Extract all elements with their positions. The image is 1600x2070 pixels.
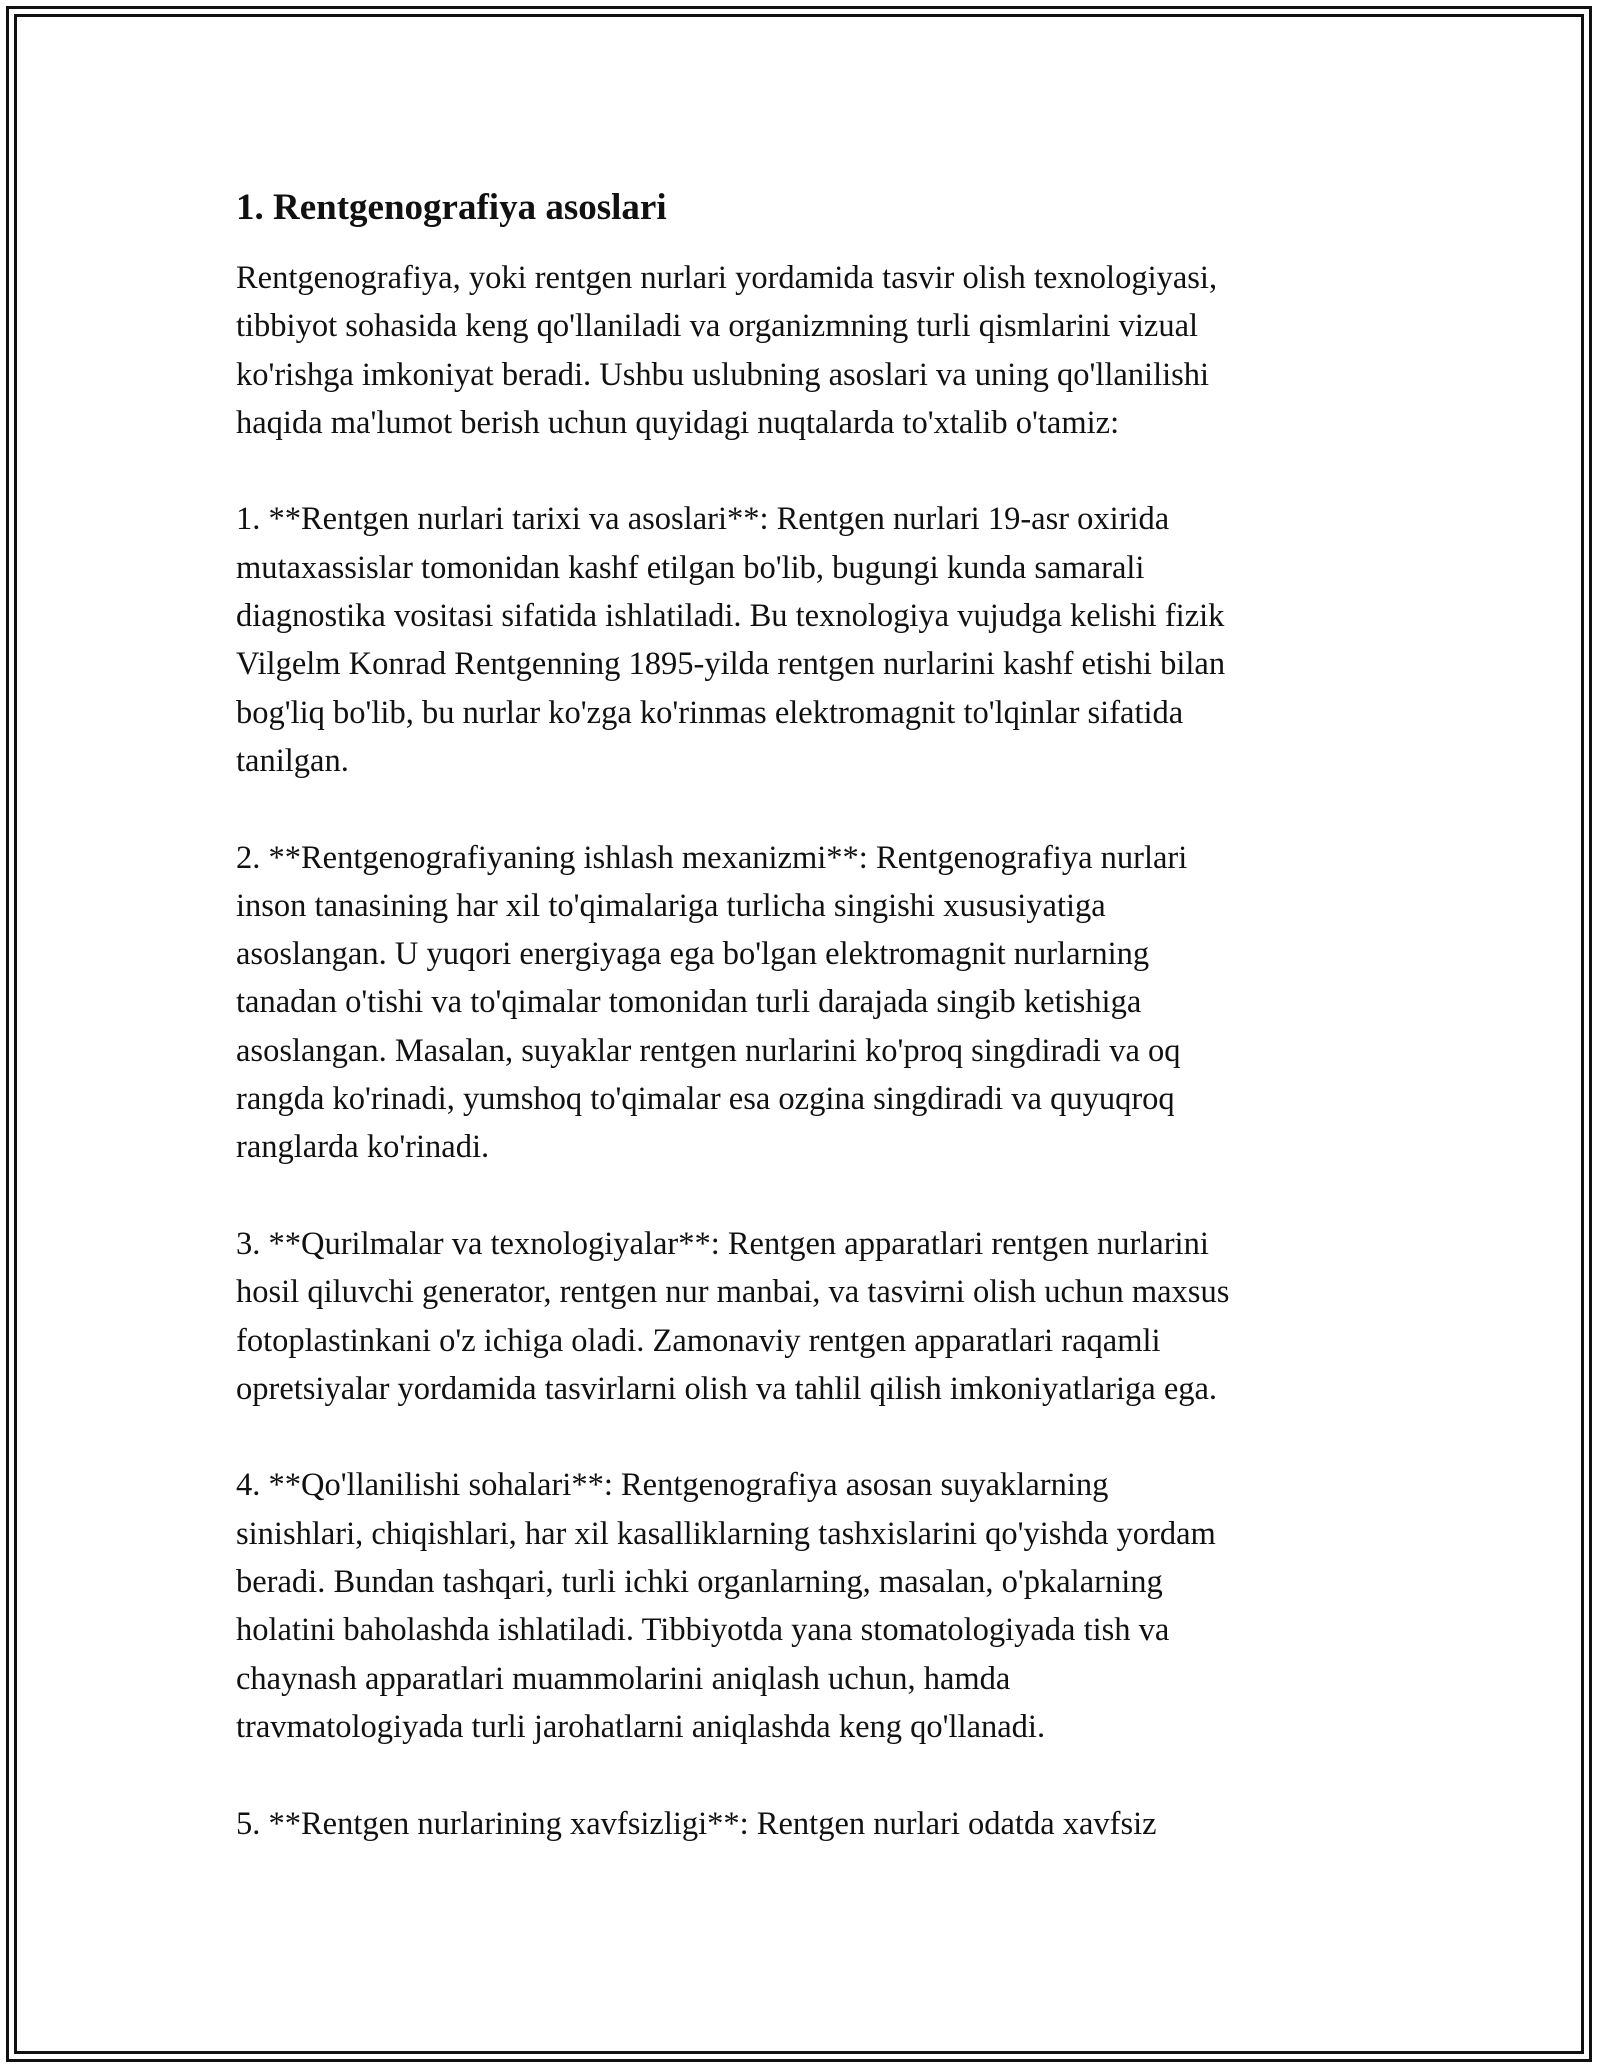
list-item-mechanism: 2. **Rentgenografiyaning ishlash mexanizmi**: Rentgenografiya nurlari inson tanasining har xil to'qimalariga turlicha singishi xususiyatiga asoslangan. U yuqori energiyaga ega bo'lgan elektromagnit nurlarning tanadan o'tishi va to'qimalar tomonidan turli darajada singib ketishiga asoslangan. Masalan, suyaklar rentgen nurlarini ko'proq singdiradi va oq rangda ko'rinadi, yumshoq to'qimalar esa ozgina singdiradi va quyuqroq ranglarda ko'rinadi. — [236, 839, 1188, 1166]
intro-paragraph: Rentgenografiya, yoki rentgen nurlari yordamida tasvir olish texnologiyasi, tibbiyot sohasida keng qo'llaniladi va organizmning turli qismlarini vizual ko'rishga imkoniyat beradi. Ushbu uslubning asoslari va uning qo'llanilishi haqida ma'lumot berish uchun quyidagi nuqtalarda to'xtalib o'tamiz: — [236, 260, 1218, 441]
section-heading: 1. Rentgenografiya asoslari — [236, 187, 667, 228]
list-item-safety: 5. **Rentgen nurlarining xavfsizligi**: Rentgen nurlari odatda xavfsiz — [236, 1805, 1157, 1842]
document-body — [236, 186, 1366, 1848]
list-item-history: 1. **Rentgen nurlari tarixi va asoslari**: Rentgen nurlari 19-asr oxirida mutaxassislar tomonidan kashf etilgan bo'lib, bugungi kunda samarali diagnostika vositasi sifatida ishlatiladi. Bu texnologiya vujudga kelishi fizik Vilgelm Konrad Rentgenning 1895-yilda rentgen nurlarini kashf etishi bilan bog'liq bo'lib, bu nurlar ko'zga ko'rinmas elektromagnit to'lqinlar sifatida tanilgan. — [236, 501, 1226, 779]
list-item-devices: 3. **Qurilmalar va texnologiyalar**: Rentgen apparatlari rentgen nurlarini hosil qiluvchi generator, rentgen nur manbai, va tasvirni olish uchun maxsus fotoplastinkani o'z ichiga oladi. Zamonaviy rentgen apparatlari raqamli opretsiyalar yordamida tasvirlarni olish va tahlil qilish imkoniyatlariga ega. — [236, 1225, 1230, 1407]
list-item-applications: 4. **Qo'llanilishi sohalari**: Rentgenografiya asosan suyaklarning sinishlari, chiqishlari, har xil kasalliklarning tashxislarini qo'yishda yordam beradi. Bundan tashqari, turli ichki organlarning, masalan, o'pkalarning holatini baholashda ishlatiladi. Tibbiyotda yana stomatologiyada tish va chaynash apparatlari muammolarini aniqlash uchun, hamda travmatologiyada turli jarohatlarni aniqlashda keng qo'llanadi. — [236, 1467, 1216, 1745]
